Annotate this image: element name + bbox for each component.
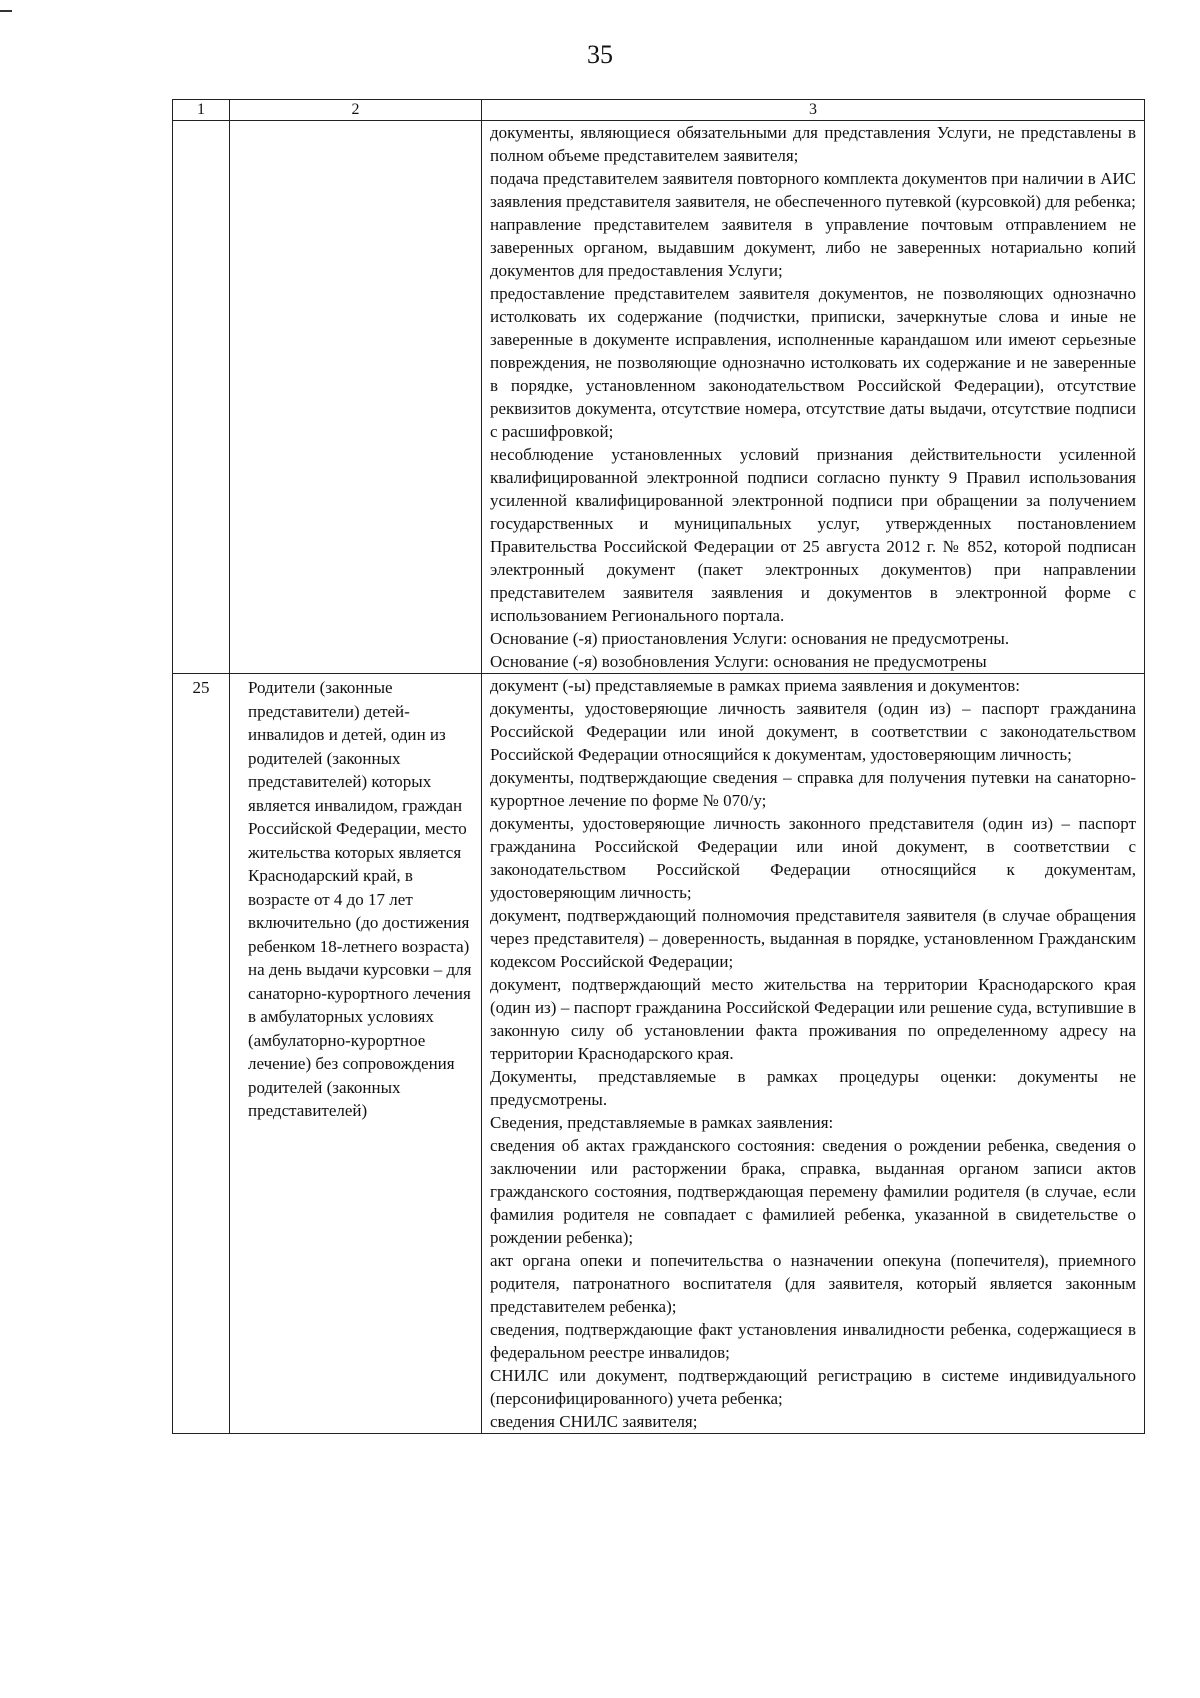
document-table [172, 99, 1145, 1434]
paragraph: документ, подтверждающий место жительства на территории Краснодарского края (один из) – паспорт гражданина Российской Федерации или решение суда, вступившие в законную силу об установлении факта проживания по определенному адресу на территории Краснодарского края. [490, 975, 1136, 1063]
paragraph: подача представителем заявителя повторного комплекта документов при наличии в АИС заявления представителя заявителя, не обеспеченного путевкой (курсовкой) для ребенка; [490, 169, 1136, 211]
paragraph: сведения СНИЛС заявителя; [490, 1412, 698, 1431]
column-header-1: 1 [173, 100, 230, 121]
paragraph: сведения об актах гражданского состояния: сведения о рождении ребенка, сведения о заключении или расторжении брака, справка, выданная органом записи актов гражданского состояния, подтверждающая перемену фамилии родителя (в случае, если фамилия родителя не совпадает с фамилией ребенка, указанной в свидетельстве о рождении ребенка); [490, 1136, 1136, 1247]
table-row-25 [173, 674, 1145, 1434]
paragraph: сведения, подтверждающие факт установления инвалидности ребенка, содержащиеся в федеральном реестре инвалидов; [490, 1320, 1136, 1362]
category-cell: Родители (законные представители) детей-инвалидов и детей, один из родителей (законных представителей) которых является инвалидом, граждан Российской Федерации, место жительства которых является Краснодарский край, в возрасте от 4 до 17 лет включительно (до достижения ребенком 18-летнего возраста) на день выдачи курсовки – для санаторно-курортного лечения в амбулаторных условиях (амбулаторно-курортное лечение) без сопровождения родителей (законных представителей) [230, 674, 482, 1434]
paragraph: предоставление представителем заявителя документов, не позволяющих однозначно истолковать их содержание (подчистки, приписки, зачеркнутые слова и иные не заверенные в документе исправления, исполненные карандашом или имеют серьезные повреждения, не позволяющие однозначно истолковать их содержание и не заверенные в порядке, установленном законодательством Российской Федерации), отсутствие реквизитов документа, отсутствие номера, отсутствие даты выдачи, отсутствие подписи с расшифровкой; [490, 284, 1136, 441]
paragraph: Сведения, представляемые в рамках заявления: [490, 1113, 834, 1132]
paragraph: Документы, представляемые в рамках процедуры оценки: документы не предусмотрены. [490, 1067, 1136, 1109]
paragraph: СНИЛС или документ, подтверждающий регистрацию в системе индивидуального (персонифицированного) учета ребенка; [490, 1366, 1136, 1408]
paragraph: несоблюдение установленных условий признания действительности усиленной квалифицированной электронной подписи согласно пункту 9 Правил использования усиленной квалифицированной электронной подписи при обращении за получением государственных и муниципальных услуг, утвержденных постановлением Правительства Российской Федерации от 25 августа 2012 г. № 852, которой подписан электронный документ (пакет электронных документов) при направлении представителем заявителя заявления и документов в электронной форме с использованием Регионального портала. [490, 445, 1136, 625]
content-cell [482, 121, 1145, 674]
row-number-cell: 25 [173, 674, 230, 1434]
scan-margin-mark [0, 10, 12, 12]
paragraph: Основание (-я) возобновления Услуги: основания не предусмотрены [490, 652, 987, 671]
paragraph: документ (-ы) представляемые в рамках приема заявления и документов: [490, 676, 1020, 695]
column-header-2: 2 [230, 100, 482, 121]
table-row-continuation [173, 121, 1145, 674]
category-cell [230, 121, 482, 674]
table-header-row [173, 100, 1145, 121]
paragraph: документ, подтверждающий полномочия представителя заявителя (в случае обращения через представителя) – доверенность, выданная в порядке, установленном Гражданским кодексом Российской Федерации; [490, 906, 1136, 971]
row-number-cell [173, 121, 230, 674]
content-cell [482, 674, 1145, 1434]
paragraph: документы, подтверждающие сведения – справка для получения путевки на санаторно-курортное лечение по форме № 070/у; [490, 768, 1136, 810]
paragraph: акт органа опеки и попечительства о назначении опекуна (попечителя), приемного родителя, патронатного воспитателя (для заявителя, который является законным представителем ребенка); [490, 1251, 1136, 1316]
paragraph: документы, удостоверяющие личность заявителя (один из) – паспорт гражданина Российской Федерации или иной документ, в соответствии с законодательством Российской Федерации относящийся к документам, удостоверяющим личность; [490, 699, 1136, 764]
page-number: 35 [587, 40, 613, 69]
paragraph: направление представителем заявителя в управление почтовым отправлением не заверенных органом, выдавшим документ, либо не заверенных нотариально копий документов для предоставления Услуги; [490, 215, 1136, 280]
paragraph: документы, являющиеся обязательными для представления Услуги, не представлены в полном объеме представителем заявителя; [490, 123, 1136, 165]
column-header-3: 3 [482, 100, 1145, 121]
paragraph: документы, удостоверяющие личность законного представителя (один из) – паспорт гражданина Российской Федерации или иной документ, в соответствии с законодательством Российской Федерации относящийся к документам, удостоверяющим личность; [490, 814, 1136, 902]
paragraph: Основание (-я) приостановления Услуги: основания не предусмотрены. [490, 629, 1010, 648]
